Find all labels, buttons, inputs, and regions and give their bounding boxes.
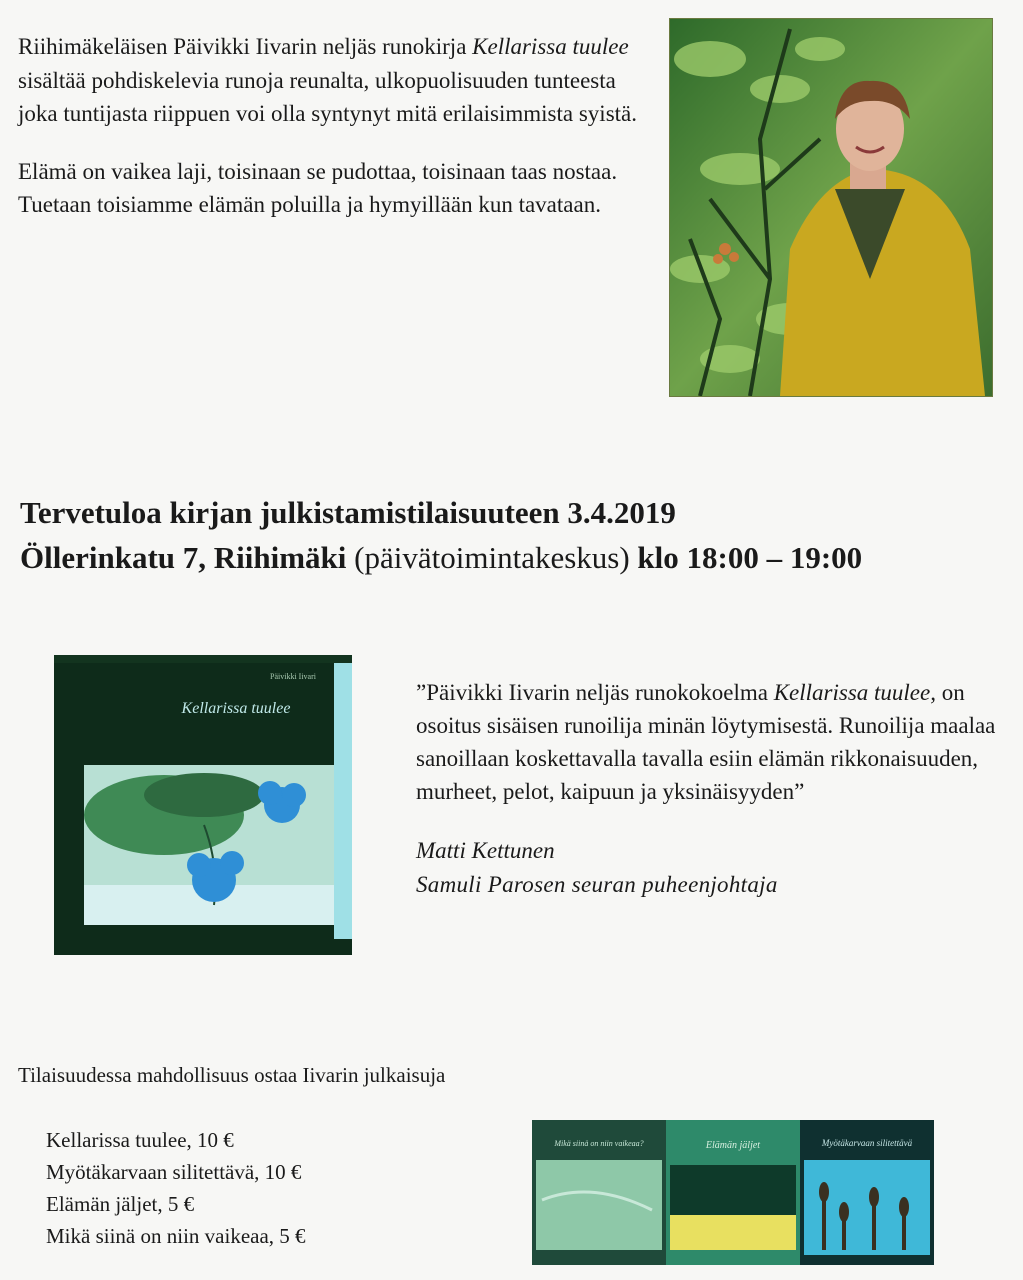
price-list: [46, 1124, 306, 1252]
price-item: Kellarissa tuulee, 10 €: [46, 1128, 234, 1152]
intro-paragraph-1: Riihimäkeläisen Päivikki Iivarin neljäs runokirja Kellarissa tuulee sisältää pohdiskelevia runoja reunalta, ulkopuolisuuden tunteesta joka tuntijasta riippuen voi olla syntynyt mitä erilaisimmista syistä.: [18, 34, 638, 126]
svg-text:Mikä siinä on niin vaikeaa?: Mikä siinä on niin vaikeaa?: [554, 1139, 644, 1148]
cover-mika-siina: [532, 1120, 666, 1265]
invitation-headline: Tervetuloa kirjan julkistamistilaisuuteen 3.4.2019: [20, 495, 676, 530]
invitation-details: [20, 535, 1010, 580]
intro-text: [18, 30, 638, 246]
book-title-inline: Kellarissa tuulee: [472, 34, 629, 59]
cover-myotakarvaan: [800, 1120, 934, 1265]
event-time: klo 18:00 – 19:00: [637, 540, 863, 575]
address: Öllerinkatu 7, Riihimäki: [20, 540, 347, 575]
intro-paragraph-2: Elämä on vaikea laji, toisinaan se pudottaa, toisinaan taas nostaa. Tuetaan toisiamme elämän poluilla ja hymyillään kun tavataan.: [18, 158, 618, 217]
cover-title: Kellarissa tuulee: [181, 700, 291, 717]
quote-attribution: [416, 834, 1016, 902]
book-cover: [54, 655, 352, 955]
invitation: [20, 490, 1010, 580]
quote-author: Matti Kettunen: [416, 838, 555, 863]
quote-author-title: Samuli Parosen seuran puheenjohtaja: [416, 872, 778, 897]
price-item: Mikä siinä on niin vaikeaa, 5 €: [46, 1224, 306, 1248]
quote-block: [416, 676, 1016, 902]
cover-elaman-jaljet: [666, 1120, 800, 1265]
venue: (päivätoimintakeskus): [354, 540, 630, 575]
cover-author: Päivikki Iivari: [270, 672, 316, 681]
svg-text:Elämän jäljet: Elämän jäljet: [705, 1140, 761, 1151]
price-item: Elämän jäljet, 5 €: [46, 1192, 195, 1216]
price-item: Myötäkarvaan silitettävä, 10 €: [46, 1160, 302, 1184]
book-covers-row: [532, 1120, 934, 1265]
author-photo: [669, 18, 993, 397]
svg-text:Myötäkarvaan silitettävä: Myötäkarvaan silitettävä: [821, 1138, 913, 1148]
purchase-intro: Tilaisuudessa mahdollisuus ostaa Iivarin julkaisuja: [18, 1063, 446, 1087]
quote-text: ”Päivikki Iivarin neljäs runokokoelma Kellarissa tuulee, on osoitus sisäisen runoilija minän löytymisestä. Runoilija maalaa sanoillaan koskettavalla tavalla esiin elämän rikkonaisuuden, murheet, pelot, kaipuun ja yksinäisyyden”: [416, 680, 996, 804]
